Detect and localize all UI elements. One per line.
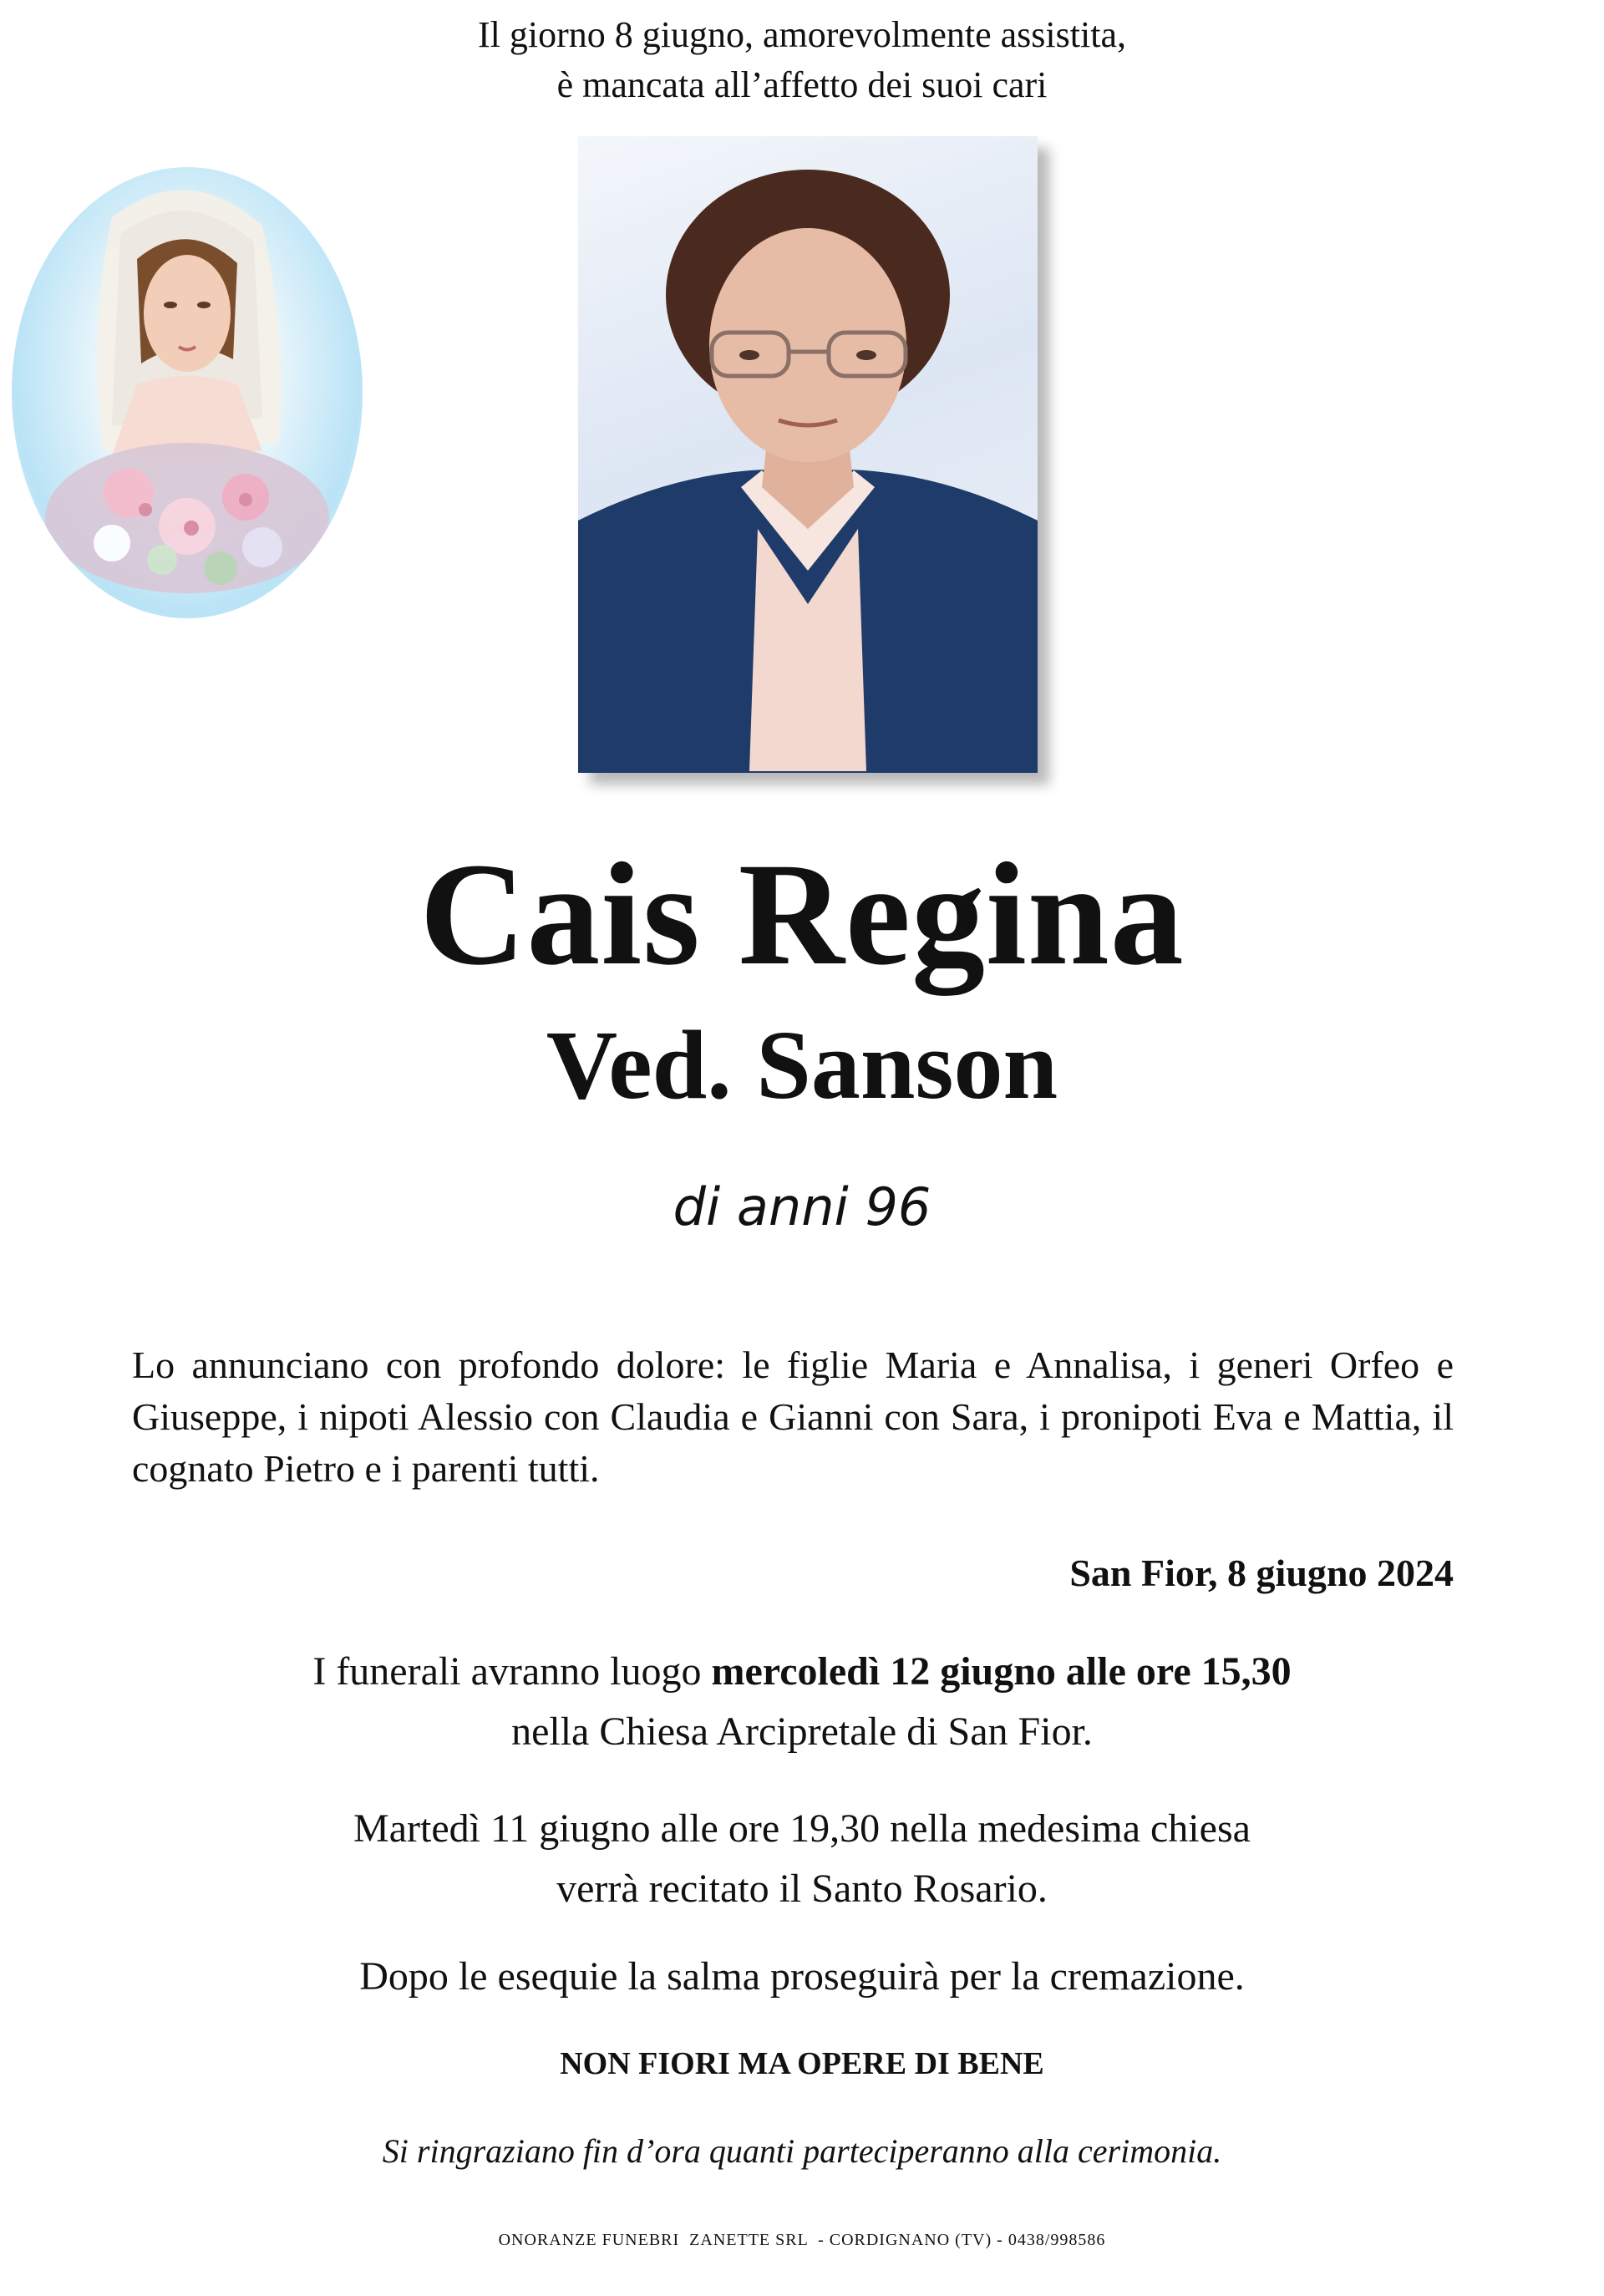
intro-line-2: è mancata all’affetto dei suoi cari — [556, 64, 1048, 105]
announcement-paragraph: Lo annunciano con profondo dolore: le figlie Maria e Annalisa, i generi Orfeo e Giuseppe, i nipoti Alessio con Claudia e Gianni con Sara, i pronipoti Eva e Mattia, il cognato Pietro e i parenti tutti. — [132, 1344, 1454, 1490]
rosary-line-1: Martedì 11 giugno alle ore 19,30 nella medesima chiesa — [353, 1806, 1251, 1851]
rosary-line-2: verrà recitato il Santo Rosario. — [556, 1867, 1048, 1911]
intro-line-1: Il giorno 8 giugno, amorevolmente assistita, — [478, 14, 1126, 55]
portrait-photo — [578, 136, 1038, 773]
funeral-prefix: I funerali avranno luogo — [312, 1649, 712, 1694]
funeral-datetime: mercoledì 12 giugno alle ore 15,30 — [711, 1649, 1292, 1694]
footer-text: ONORANZE FUNEBRI ZANETTE SRL - CORDIGNANO (TV) - 0438/998586 — [498, 2231, 1106, 2249]
age-text: di anni 96 — [673, 1176, 931, 1237]
rosary-info — [0, 1799, 1604, 1919]
cremation-note: Dopo le esequie la salma proseguirà per la cremazione. — [359, 1954, 1245, 1999]
funeral-line-1 — [0, 1642, 1604, 1702]
funeral-line-2: nella Chiesa Arcipretale di San Fior. — [511, 1709, 1093, 1754]
funeral-info — [0, 1642, 1604, 1762]
madonna-image — [12, 167, 363, 618]
deceased-name: Cais Regina — [419, 833, 1185, 996]
no-flowers-note: NON FIORI MA OPERE DI BENE — [560, 2046, 1044, 2081]
funeral-home-footer — [0, 2228, 1604, 2252]
intro-text — [0, 10, 1604, 110]
thanks-note: Si ringraziano fin d’ora quanti parteciperanno alla cerimonia. — [382, 2132, 1222, 2170]
place-date: San Fior, 8 giugno 2024 — [1069, 1552, 1454, 1594]
widow-surname: Ved. Sanson — [546, 1010, 1058, 1120]
